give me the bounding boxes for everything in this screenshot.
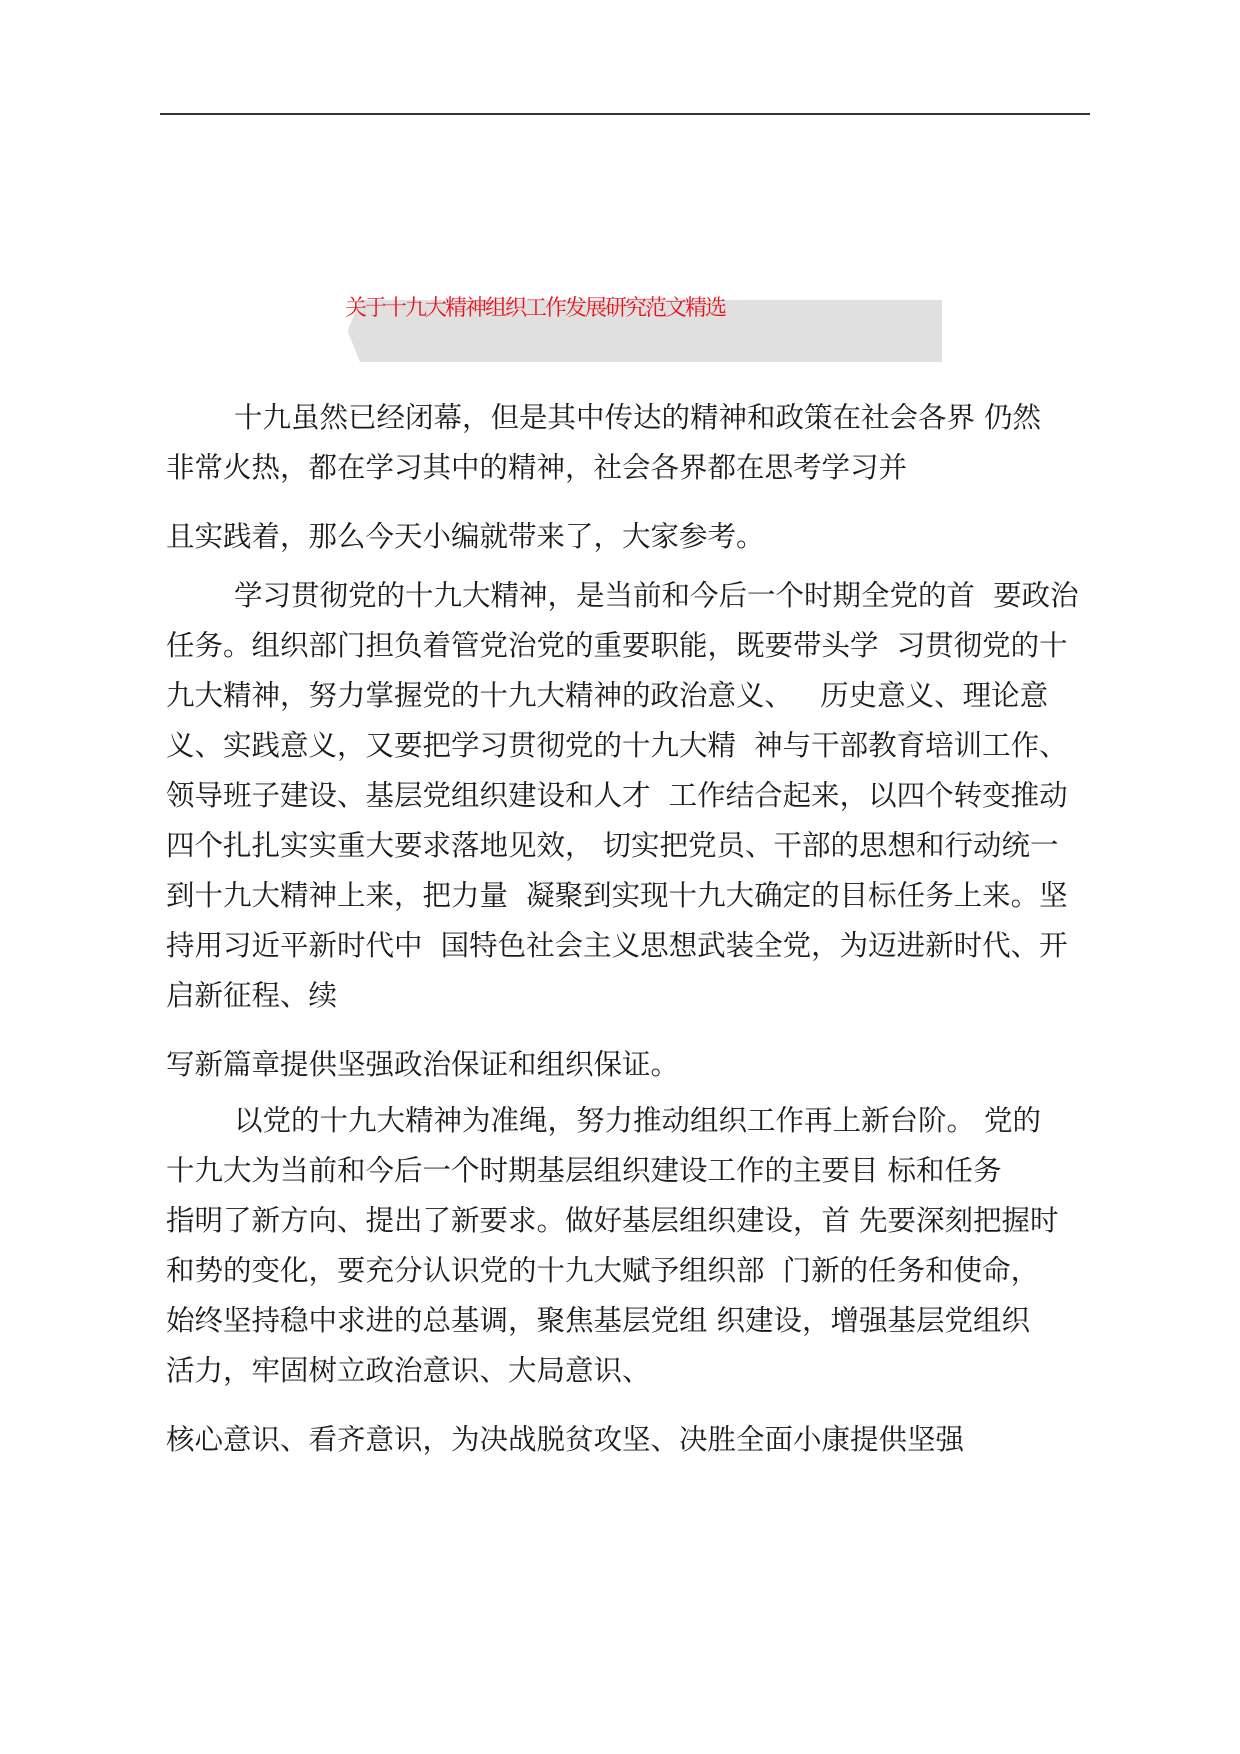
body-line: 任务。组织部门担负着管党治党的重要职能，既要带头学 习贯彻党的十 — [166, 629, 1068, 662]
body-line: 启新征程、续 — [166, 979, 338, 1012]
body-line: 四个扎扎实实重大要求落地见效， 切实把党员、干部的思想和行动统一 — [166, 829, 1059, 862]
body-line: 十九虽然已经闭幕，但是其中传达的精神和政策在社会各界 仍然 — [234, 401, 1042, 434]
body-line: 十九大为当前和今后一个时期基层组织建设工作的主要目 标和任务 — [166, 1154, 1002, 1187]
body-line: 九大精神，努力掌握党的十九大精神的政治意义、 历史意义、理论意 — [166, 679, 1049, 712]
body-line: 始终坚持稳中求进的总基调，聚焦基层党组 织建设，增强基层党组织 — [166, 1304, 1031, 1337]
body-line: 以党的十九大精神为准绳，努力推动组织工作再上新台阶。 党的 — [234, 1104, 1042, 1137]
body-line: 和势的变化，要充分认识党的十九大赋予组织部 门新的任务和使命， — [166, 1254, 1040, 1287]
body-line: 到十九大精神上来，把力量 凝聚到实现十九大确定的目标任务上来。坚 — [166, 879, 1068, 912]
body-line: 学习贯彻党的十九大精神，是当前和今后一个时期全党的首 要政治 — [234, 579, 1079, 612]
body-line: 持用习近平新时代中 国特色社会主义思想武装全党，为迈进新时代、开 — [166, 929, 1068, 962]
body-line: 活力，牢固树立政治意识、大局意识、 — [166, 1354, 651, 1387]
body-line: 指明了新方向、提出了新要求。做好基层组织建设，首 先要深刻把握时 — [166, 1204, 1059, 1237]
header-rule — [160, 113, 1090, 115]
body-line: 领导班子建设、基层党组织建设和人才 工作结合起来，以四个转变推动 — [166, 779, 1068, 812]
body-line: 写新篇章提供坚强政治保证和组织保证。 — [166, 1048, 680, 1081]
body-line: 非常火热，都在学习其中的精神，社会各界都在思考学习并 — [166, 451, 908, 484]
body-line: 且实践着，那么今天小编就带来了，大家参考。 — [166, 520, 765, 553]
document-title: 关于十九大精神组织工作发展研究范文精选 — [345, 296, 726, 321]
body-line: 义、实践意义，又要把学习贯彻党的十九大精 神与干部教育培训工作、 — [166, 729, 1068, 762]
body-line: 核心意识、看齐意识，为决战脱贫攻坚、决胜全面小康提供坚强 — [166, 1423, 965, 1456]
